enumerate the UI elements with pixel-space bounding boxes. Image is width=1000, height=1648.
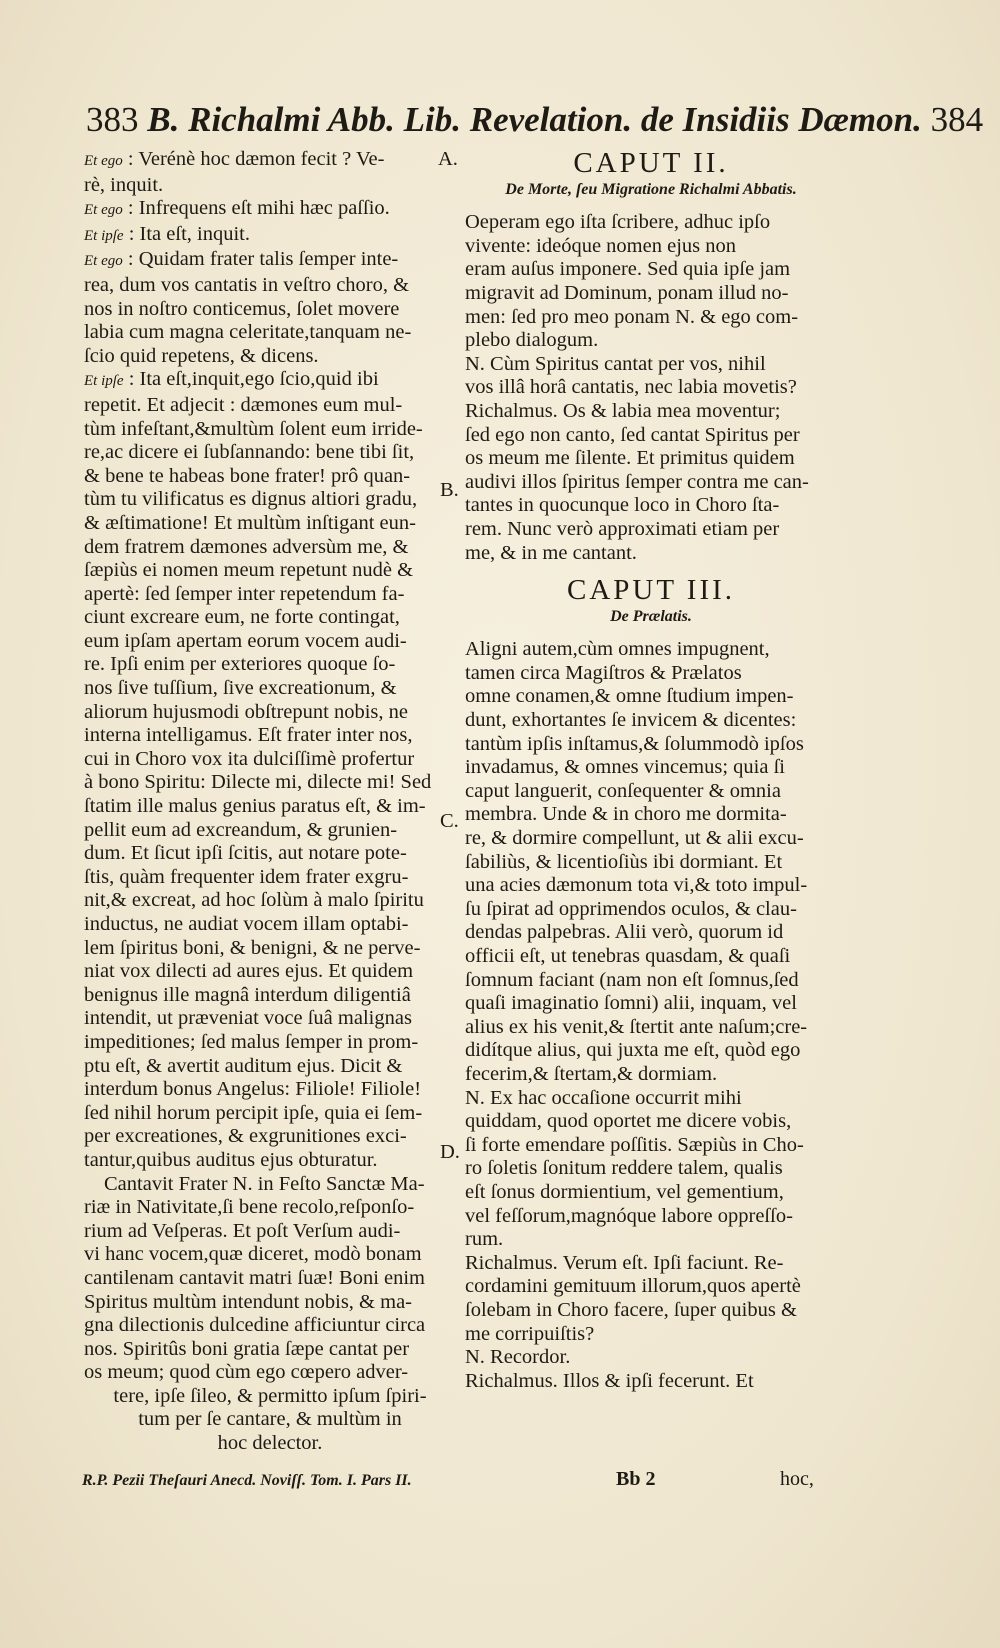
- line-text: nos. Spiritûs boni gratia ſæpe cantat per: [84, 1337, 410, 1360]
- line-text: & bene te habeas bone frater! prô quan-: [84, 464, 411, 487]
- text-line: [84, 1267, 456, 1291]
- speaker-label: Et ipſe: [84, 227, 124, 244]
- text-line: [84, 1173, 456, 1197]
- text-line: [84, 1031, 456, 1055]
- text-line: [84, 274, 456, 298]
- text-line: ſed ego non canto, ſed cantat Spiritus per: [465, 423, 800, 446]
- line-text: : Ita eſt, inquit.: [123, 222, 250, 245]
- line-text: : Ita eſt,inquit,ego ſcio,quid ibi: [123, 368, 379, 391]
- text-line: ſi forte emendare poſſitis. Sæpiùs in Cho-: [465, 1133, 804, 1156]
- text-line: tamen circa Magiſtros & Prælatos: [465, 661, 742, 684]
- line-text: nos ſive tuſſium, ſive excreationum, &: [84, 677, 397, 700]
- text-line: Aligni autem,cùm omnes impugnent,: [465, 638, 770, 661]
- text-line: [84, 368, 456, 394]
- text-line: caput languerit, conſequenter & omnia: [465, 779, 781, 802]
- text-line: [84, 465, 456, 489]
- text-line: Oeperam ego iſta ſcribere, adhuc ipſo: [465, 211, 771, 234]
- line-text: interdum bonus Angelus: Filiole! Filiole!: [84, 1078, 422, 1101]
- text-line: dunt, exhortantes ſe invicem & dicentes:: [465, 709, 797, 732]
- text-line: officii eſt, ut tenebras quasdam, & quaſi: [465, 945, 791, 967]
- speaker-label: Et ego: [84, 202, 123, 219]
- text-line: [84, 321, 456, 345]
- text-line: membra. Unde & in choro me dormita-: [465, 803, 787, 826]
- text-line: [84, 1007, 456, 1031]
- text-line: [84, 960, 456, 984]
- text-line: ro ſoletis ſonitum reddere talem, qualis: [465, 1157, 783, 1180]
- line-text: re. Ipſi enim per exteriores quoque ſo-: [84, 653, 396, 676]
- running-title: B. Richalmi Abb. Lib. Revelation. de Insidiis Dæmon.: [147, 100, 922, 139]
- text-line: omne conamen,& omne ſtudium impen-: [465, 685, 794, 708]
- signature-mark: Bb 2: [616, 1468, 656, 1490]
- text-line: ſabiliùs, & licentioſiùs ibi dormiant. Et: [465, 850, 783, 873]
- line-text: : Verénè hoc dæmon fecit ? Ve-: [122, 148, 385, 170]
- text-line: [84, 1338, 456, 1362]
- line-text: os meum; quod cùm ego cœpero adver-: [84, 1361, 409, 1384]
- text-line: men: ſed pro meo ponam N. & ego com-: [465, 305, 799, 328]
- line-text: rium ad Veſperas. Et poſt Verſum audi-: [84, 1219, 401, 1242]
- catchword: hoc,: [780, 1468, 814, 1490]
- line-text: intendit, ut præveniat voce ſuâ malignas: [84, 1007, 412, 1030]
- text-line: [84, 197, 456, 223]
- margin-letter-c: C.: [440, 810, 459, 832]
- right-column: [465, 148, 837, 1393]
- text-line: rem. Nunc verò approximati etiam per: [465, 517, 780, 540]
- line-text: ciunt excreare eum, ne forte contingat,: [84, 606, 400, 629]
- margin-letter-a: A.: [438, 148, 458, 170]
- text-line: [84, 418, 456, 442]
- text-line: [84, 937, 456, 961]
- text-line: tantùm ipſis inſtamus,& ſolummodò ipſos: [465, 732, 804, 755]
- line-text: gna dilectionis dulcedine afficiuntur circa: [84, 1314, 426, 1337]
- line-text: cui in Choro vox ita dulciſſimè profertur: [84, 747, 415, 770]
- text-line: [84, 148, 456, 174]
- text-line: [84, 1385, 456, 1409]
- line-text: interna intelligamus. Eſt frater inter nos,: [84, 724, 413, 747]
- text-line: [84, 606, 456, 630]
- text-line: eſt ſonus dormientium, vel gementium,: [465, 1180, 784, 1203]
- text-line: migravit ad Dominum, ponam illud no-: [465, 281, 789, 304]
- chapter-2-text: [465, 211, 837, 565]
- line-text: apertè: ſed ſemper inter repetendum fa-: [84, 582, 405, 605]
- chapter-3-text: [465, 638, 837, 1393]
- text-line: una acies dæmonum tota vi,& toto impul-: [465, 874, 808, 897]
- text-line: [84, 1432, 456, 1456]
- text-line: me corripuiſtis?: [465, 1322, 595, 1345]
- line-text: repetit. Et adjecit : dæmones eum mul-: [84, 393, 403, 416]
- line-text: Spiritus multùm intendunt nobis, & ma-: [84, 1290, 412, 1313]
- text-line: [84, 1291, 456, 1315]
- line-text: tere, ipſe ſileo, & permitto ipſum ſpiri-: [113, 1384, 427, 1407]
- text-line: [84, 559, 456, 583]
- text-line: [84, 842, 456, 866]
- line-text: ſtatim ille malus genius paratus eſt, & im-: [84, 795, 426, 818]
- text-line: fecerim,& ſtertam,& dormiam.: [465, 1062, 718, 1085]
- text-line: [84, 819, 456, 843]
- margin-letter-b: B.: [440, 479, 459, 501]
- speaker-label: Et ego: [84, 153, 123, 169]
- text-line: [84, 795, 456, 819]
- line-text: ſtis, quàm frequenter idem frater exgru-: [84, 865, 409, 888]
- line-text: tùm infeſtant,&multùm ſolent eum irride-: [84, 417, 423, 440]
- line-text: vi hanc vocem,quæ diceret, modò bonam: [84, 1243, 422, 1266]
- text-line: [84, 630, 456, 654]
- line-text: riæ in Nativitate,ſi bene recolo,reſponſo-: [84, 1196, 415, 1219]
- text-line: ſolebam in Choro facere, ſuper quibus &: [465, 1298, 797, 1321]
- text-line: [84, 1314, 456, 1338]
- text-line: [84, 1220, 456, 1244]
- text-line: [84, 536, 456, 560]
- text-line: [84, 345, 456, 369]
- line-text: tum per ſe cantare, & multùm in: [138, 1408, 402, 1431]
- text-line: alius ex his venit,& ſtertit ante naſum;cre-: [465, 1015, 808, 1038]
- speaker-label: Et ipſe: [84, 373, 124, 390]
- line-text: ſed nihil horum percipit ipſe, quia ei ſem-: [84, 1101, 423, 1124]
- text-line: N. Cùm Spiritus cantat per vos, nihil: [465, 352, 766, 375]
- text-line: vel feſſorum,magnóque labore oppreſſo-: [465, 1204, 793, 1227]
- chapter-2-subtitle: De Morte, ſeu Migratione Richalmi Abbatis.: [505, 180, 797, 198]
- text-line: eram auſus imponere. Sed quia ipſe jam: [465, 258, 791, 281]
- text-line: cordamini gemituum illorum,quos apertè: [465, 1275, 801, 1298]
- text-line: [84, 1196, 456, 1220]
- line-text: nit,& excreat, ad hoc ſolùm à malo ſpiritu: [84, 889, 424, 912]
- line-text: impeditiones; ſed malus ſemper in prom-: [84, 1030, 419, 1053]
- text-line: [84, 223, 456, 249]
- text-line: [84, 1243, 456, 1267]
- line-text: lem ſpiritus boni, & benigni, & ne perve-: [84, 936, 421, 959]
- text-line: N. Ex hac occaſione occurrit mihi: [465, 1086, 742, 1109]
- line-text: hoc delector.: [217, 1432, 323, 1455]
- text-line: N. Recordor.: [465, 1346, 571, 1369]
- text-line: [84, 1149, 456, 1173]
- left-column: [84, 148, 456, 1456]
- text-line: vos illâ horâ cantatis, nec labia movetis?: [465, 376, 797, 399]
- line-text: ſæpiùs ei nomen meum repetunt nudè &: [84, 559, 414, 582]
- text-line: Richalmus. Os & labia mea moventur;: [465, 399, 781, 422]
- line-text: pellit eum ad excreandum, & grunien-: [84, 818, 398, 841]
- line-text: : Quidam frater talis ſemper inte-: [122, 248, 399, 271]
- text-line: [84, 1408, 456, 1432]
- text-line: quaſi imaginatio ſomni) alii, inquam, vel: [465, 992, 797, 1015]
- text-line: [84, 866, 456, 890]
- text-line: tantes in quocunque loco in Choro ſta-: [465, 494, 780, 517]
- text-line: [84, 1102, 456, 1126]
- line-text: aliorum hujusmodi obſtrepunt nobis, ne: [84, 700, 408, 723]
- text-line: rum.: [465, 1228, 504, 1251]
- line-text: rea, dum vos cantatis in veſtro choro, &: [84, 273, 410, 296]
- line-text: & æſtimatione! Et multùm inſtigant eun-: [84, 511, 416, 534]
- line-text: nos in noſtro conticemus, ſolet movere: [84, 297, 400, 320]
- footer-source: R.P. Pezii Theſauri Anecd. Noviſſ. Tom. I. Pars II.: [82, 1472, 412, 1489]
- line-text: ſcio quid repetens, & dicens.: [84, 344, 319, 367]
- text-line: Richalmus. Illos & ipſi fecerunt. Et: [465, 1369, 754, 1392]
- line-text: niat vox dilecti ad aures ejus. Et quidem: [84, 960, 414, 983]
- text-line: os meum me ſilente. Et primitus quidem: [465, 447, 795, 470]
- line-text: dem fratrem dæmones adversùm me, &: [84, 535, 409, 558]
- line-text: rè, inquit.: [84, 173, 164, 196]
- text-line: plebo dialogum.: [465, 329, 599, 352]
- line-text: labia cum magna celeritate,tanquam ne-: [84, 321, 412, 344]
- text-line: [84, 174, 456, 198]
- text-line: [84, 889, 456, 913]
- text-line: quiddam, quod oportet me dicere vobis,: [465, 1110, 792, 1133]
- line-text: per excreationes, & exgrunitiones exci-: [84, 1125, 407, 1148]
- text-line: invadamus, & omnes vincemus; quia ſi: [465, 756, 785, 779]
- text-line: [84, 1078, 456, 1102]
- text-line: [84, 1361, 456, 1385]
- text-line: [84, 913, 456, 937]
- text-line: didítque alius, qui juxta me eſt, quòd ego: [465, 1039, 801, 1062]
- line-text: re,ac dicere ei ſubſannando: bene tibi ſit,: [84, 441, 415, 464]
- text-line: [84, 394, 456, 418]
- text-line: [84, 653, 456, 677]
- text-line: [84, 701, 456, 725]
- text-line: [84, 1055, 456, 1079]
- text-line: re, & dormire compellunt, ut & alii excu-: [465, 827, 804, 850]
- text-line: Richalmus. Verum eſt. Ipſi faciunt. Re-: [465, 1251, 784, 1274]
- page-number-left: 383: [86, 100, 139, 139]
- line-text: Cantavit Frater N. in Feſto Sanctæ Ma-: [104, 1172, 425, 1195]
- text-line: [84, 748, 456, 772]
- line-text: tantur,quibus auditus ejus obturatur.: [84, 1148, 378, 1171]
- text-line: [84, 248, 456, 274]
- line-text: à bono Spiritu: Dilecte mi, dilecte mi! Sed: [84, 771, 432, 794]
- text-line: audivi illos ſpiritus ſemper contra me can-: [465, 470, 809, 493]
- text-line: [84, 583, 456, 607]
- text-line: [84, 984, 456, 1008]
- margin-letter-d: D.: [440, 1141, 460, 1163]
- chapter-3-subtitle: De Prælatis.: [610, 607, 692, 625]
- line-text: cantilenam cantavit matri ſuæ! Boni enim: [84, 1266, 426, 1289]
- text-line: [84, 441, 456, 465]
- page-number-right: 384: [930, 100, 984, 139]
- text-line: me, & in me cantant.: [465, 541, 637, 564]
- text-line: [84, 677, 456, 701]
- line-text: : Infrequens eſt mihi hæc paſſio.: [122, 197, 390, 220]
- chapter-2-title: CAPUT II.: [573, 147, 729, 179]
- speaker-label: Et ego: [84, 253, 123, 270]
- text-line: [84, 488, 456, 512]
- text-line: [84, 771, 456, 795]
- line-text: benignus ille magnâ interdum diligentiâ: [84, 983, 411, 1006]
- line-text: tùm tu vilificatus es dignus altiori gradu,: [84, 488, 418, 511]
- text-line: [84, 512, 456, 536]
- line-text: eum ipſam apertam eorum vocem audi-: [84, 629, 407, 652]
- line-text: dum. Et ſicut ipſi ſcitis, aut notare pote-: [84, 842, 407, 865]
- text-line: dendas palpebras. Alii verò, quorum id: [465, 921, 784, 944]
- text-line: [84, 298, 456, 322]
- text-line: ſu ſpirat ad opprimendos oculos, & clau-: [465, 897, 797, 920]
- chapter-3-title: CAPUT III.: [566, 574, 736, 607]
- line-text: inductus, ne audiat vocem illam optabi-: [84, 913, 409, 935]
- text-line: [84, 724, 456, 748]
- text-line: ſomnum faciant (nam non eſt ſomnus,ſed: [465, 968, 799, 991]
- running-header: [86, 100, 984, 140]
- text-line: [84, 1125, 456, 1149]
- text-line: vivente: ideóque nomen ejus non: [465, 234, 736, 257]
- line-text: ptu eſt, & avertit auditum ejus. Dicit &: [84, 1054, 403, 1077]
